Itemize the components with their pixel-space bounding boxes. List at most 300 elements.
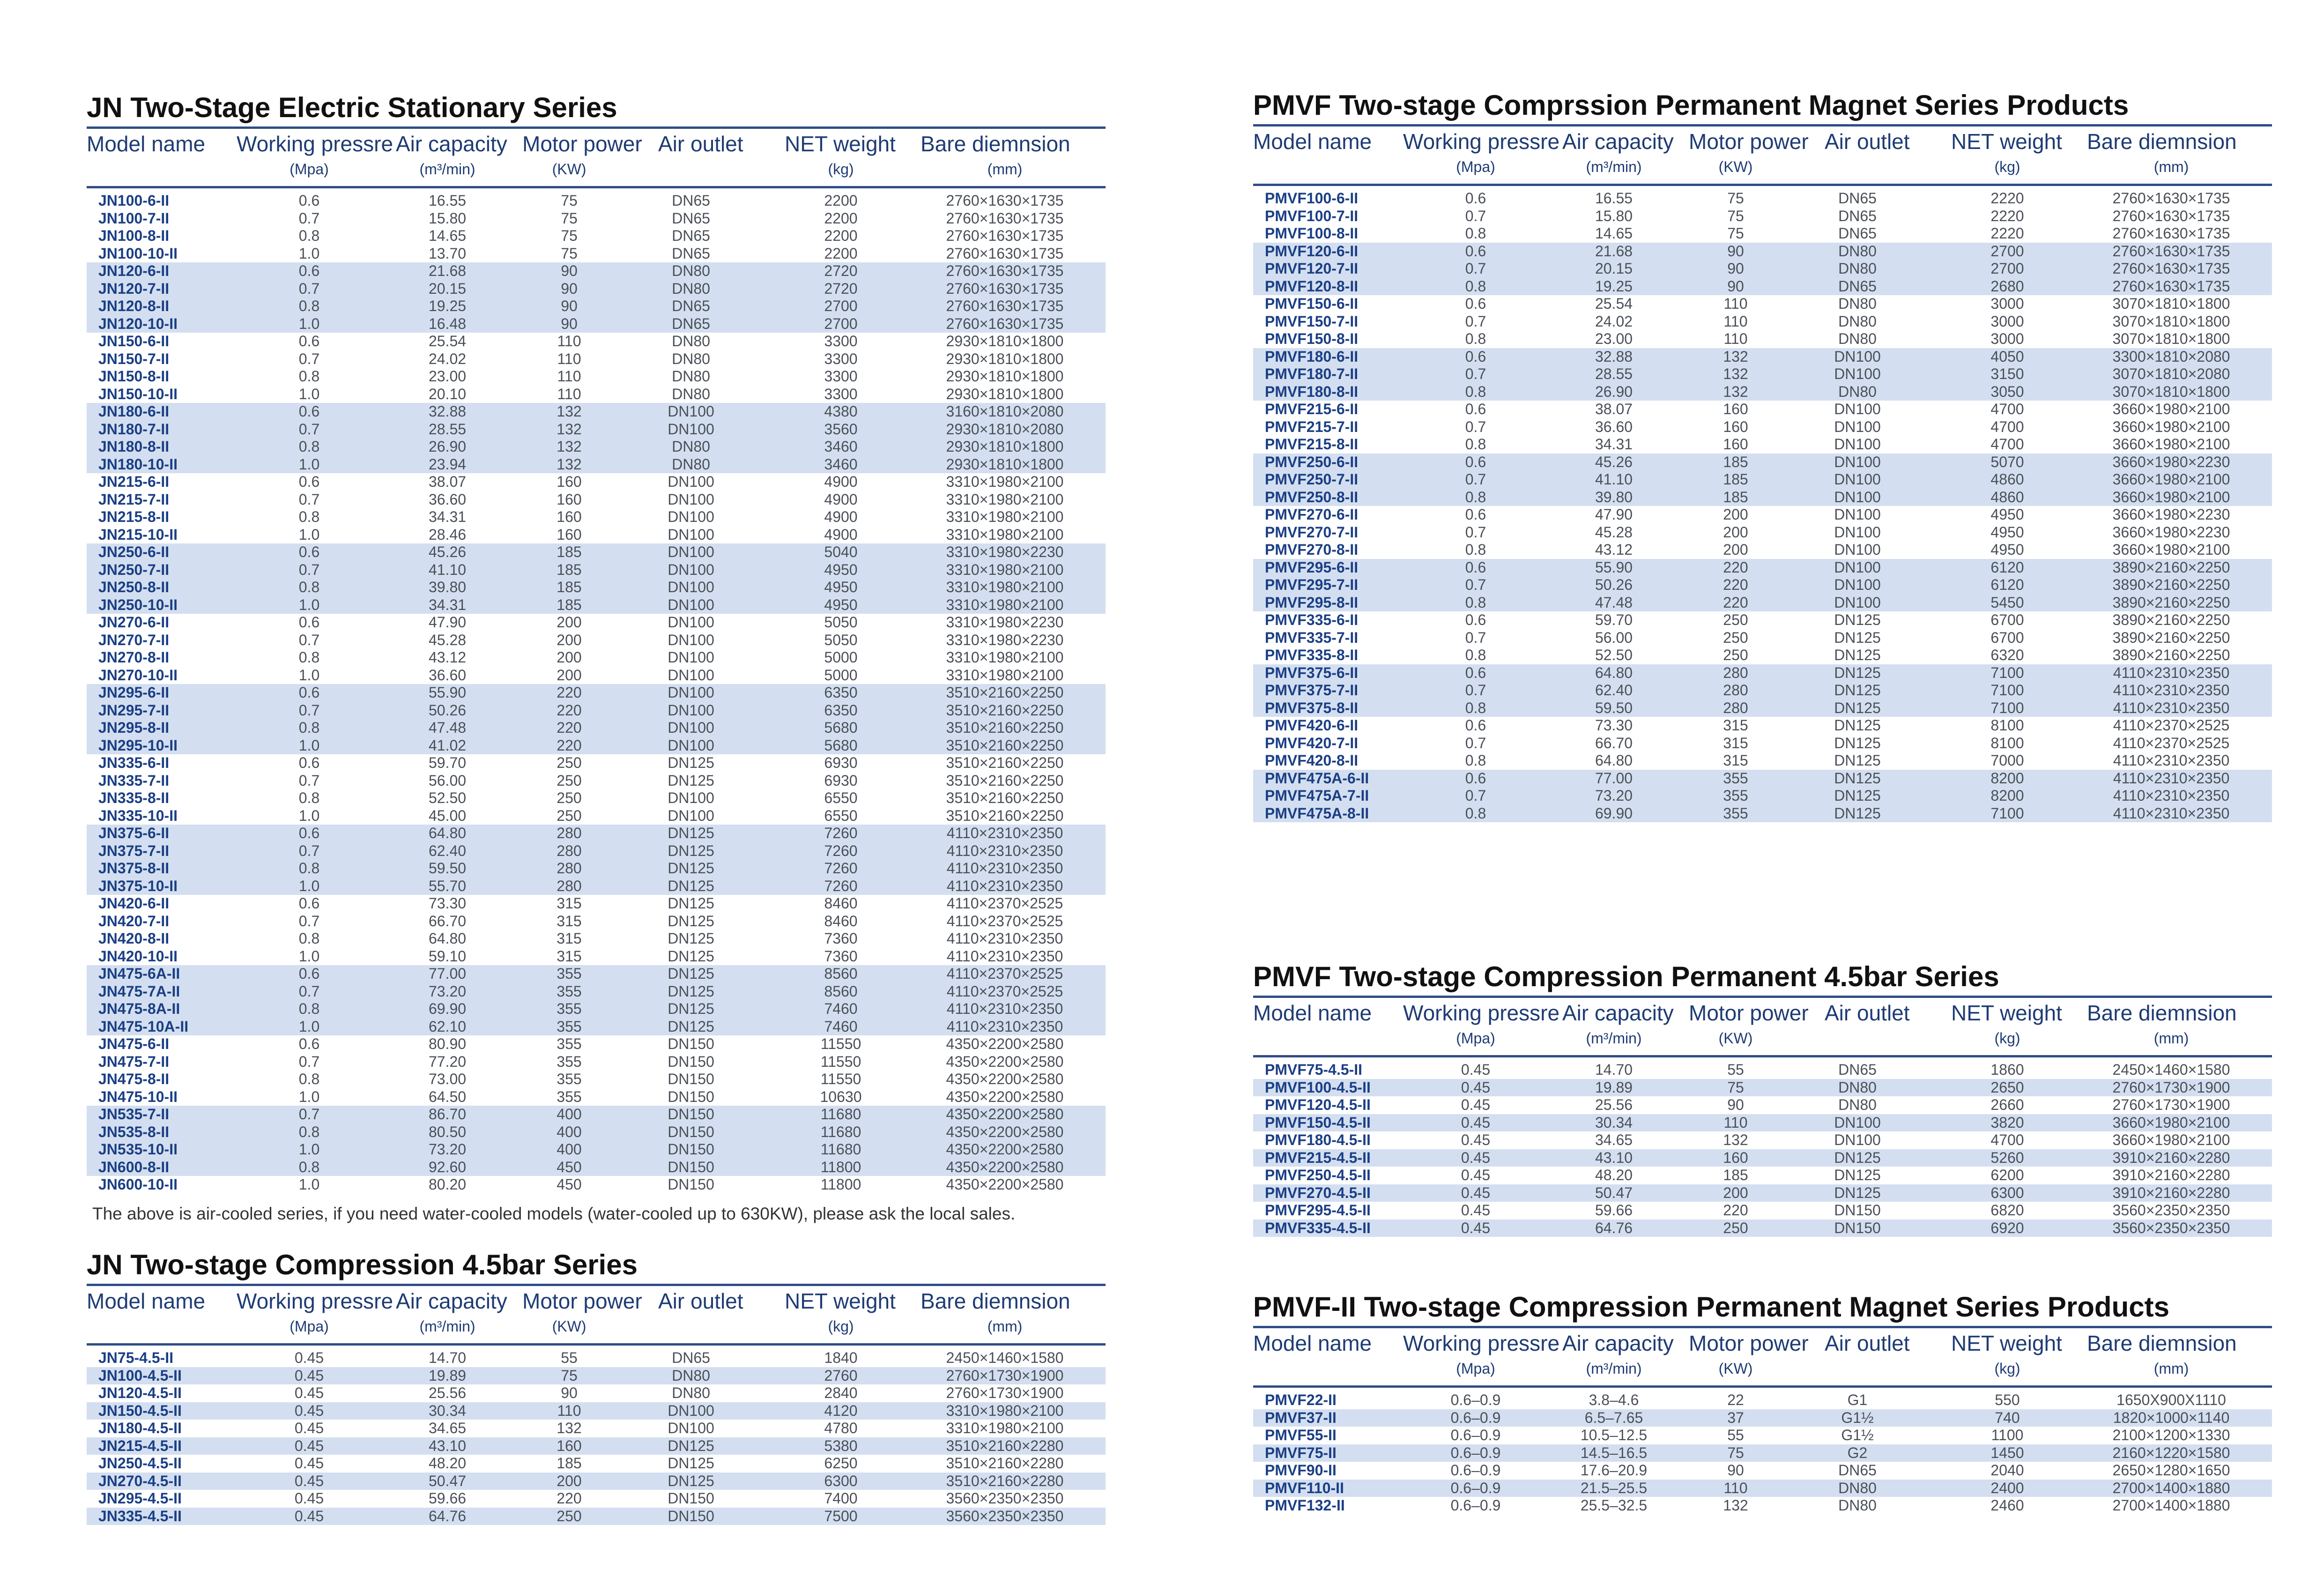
cell-outlet: DN65 <box>1838 207 1877 224</box>
cell-model: JN270-6-II <box>98 614 170 631</box>
cell-outlet: DN100 <box>668 701 714 719</box>
cell-model: PMVF120-6-II <box>1265 242 1359 260</box>
cell-model: JN420-6-II <box>98 895 170 912</box>
cell-power: 185 <box>557 596 582 613</box>
cell-dimension: 4110×2370×2525 <box>946 982 1063 1000</box>
cell-capacity: 62.40 <box>428 842 467 859</box>
cell-model: JN270-7-II <box>98 631 170 648</box>
cell-pressure: 0.7 <box>298 772 320 789</box>
cell-capacity: 77.00 <box>428 965 467 982</box>
cell-pressure: 0.45 <box>294 1437 324 1454</box>
cell-capacity: 34.31 <box>428 596 467 613</box>
header-unit-dimension: (mm) <box>2153 158 2189 175</box>
cell-weight: 3300 <box>824 350 858 367</box>
cell-outlet: DN100 <box>668 614 714 631</box>
cell-power: 450 <box>557 1158 582 1175</box>
cell-pressure: 0.45 <box>294 1402 324 1419</box>
cell-weight: 4950 <box>824 561 858 578</box>
cell-outlet: DN80 <box>672 1384 710 1401</box>
cell-pressure: 0.8 <box>1465 804 1486 822</box>
cell-model: PMVF120-7-II <box>1265 260 1359 277</box>
header-weight: NET weight <box>1951 1001 2062 1025</box>
cell-weight: 5380 <box>824 1437 858 1454</box>
cell-weight: 6250 <box>824 1455 858 1472</box>
cell-pressure: 0.6 <box>298 333 320 350</box>
cell-pressure: 0.8 <box>298 930 320 947</box>
table-row <box>1253 770 2272 788</box>
header-weight: NET weight <box>785 1289 896 1313</box>
cell-outlet: DN80 <box>1838 295 1877 312</box>
header-unit-capacity: (m³/min) <box>1586 1030 1642 1047</box>
cell-weight: 11550 <box>820 1071 861 1087</box>
cell-weight: 8200 <box>1990 787 2024 804</box>
table-row <box>1253 1391 2272 1409</box>
cell-weight: 2720 <box>824 280 858 297</box>
cell-model: JN535-8-II <box>98 1123 170 1140</box>
header-unit-pressure: (Mpa) <box>1456 1030 1495 1047</box>
cell-power: 200 <box>557 666 582 684</box>
header-dimension: Bare diemnsion <box>921 1289 1070 1313</box>
cell-weight: 3300 <box>824 385 858 402</box>
cell-outlet: DN125 <box>1834 1167 1881 1183</box>
cell-dimension: 4350×2200×2580 <box>946 1176 1064 1193</box>
cell-model: PMVF250-4.5-II <box>1265 1167 1371 1183</box>
table-row <box>1253 243 2272 260</box>
table-row <box>1253 1427 2272 1444</box>
cell-model: JN535-7-II <box>98 1106 170 1123</box>
cell-outlet: DN100 <box>1834 401 1881 417</box>
cell-power: 315 <box>1723 717 1748 734</box>
header-power: Motor power <box>522 1289 642 1313</box>
cell-outlet: DN80 <box>1838 260 1877 277</box>
cell-dimension: 3310×1980×2230 <box>946 614 1064 631</box>
cell-capacity: 56.00 <box>428 772 467 789</box>
cell-dimension: 2760×1630×1735 <box>2112 190 2230 207</box>
cell-model: JN295-7-II <box>98 701 170 719</box>
cell-dimension: 3070×1810×1800 <box>2112 383 2230 400</box>
cell-model: JN215-8-II <box>98 508 170 525</box>
table-row <box>1253 190 2272 208</box>
table-row <box>87 842 1106 860</box>
table-row <box>87 1123 1106 1141</box>
cell-dimension: 2650×1280×1650 <box>2112 1462 2230 1479</box>
table-row <box>1253 1480 2272 1497</box>
cell-outlet: DN150 <box>668 1053 714 1070</box>
cell-pressure: 0.45 <box>1461 1079 1491 1096</box>
header-pressure: Working pressre <box>1403 1001 1560 1025</box>
cell-capacity: 14.65 <box>428 227 467 244</box>
cell-capacity: 34.31 <box>1595 436 1633 453</box>
cell-outlet: DN125 <box>1834 804 1881 822</box>
cell-model: JN475-6A-II <box>98 965 180 982</box>
cell-dimension: 3890×2160×2250 <box>2112 558 2230 576</box>
table-row <box>1253 383 2272 401</box>
cell-pressure: 0.45 <box>294 1367 324 1384</box>
cell-model: JN295-8-II <box>98 719 170 736</box>
cell-weight: 7460 <box>824 1018 858 1035</box>
header-unit-pressure: (Mpa) <box>1456 158 1495 175</box>
cell-capacity: 47.90 <box>1595 506 1633 523</box>
cell-outlet: DN65 <box>672 192 710 209</box>
cell-pressure: 0.7 <box>1465 682 1486 699</box>
table-row <box>87 719 1106 737</box>
cell-pressure: 0.7 <box>298 561 320 578</box>
cell-dimension: 4110×2370×2525 <box>2113 717 2230 734</box>
cell-model: PMVF250-8-II <box>1265 488 1359 506</box>
cell-capacity: 66.70 <box>428 912 467 930</box>
cell-pressure: 0.7 <box>1465 207 1486 224</box>
cell-model: JN215-4.5-II <box>98 1437 182 1454</box>
cell-capacity: 23.94 <box>428 455 467 473</box>
cell-outlet: G1½ <box>1841 1427 1874 1443</box>
table-row <box>1253 506 2272 524</box>
cell-pressure: 0.6–0.9 <box>1450 1479 1501 1496</box>
cell-power: 55 <box>561 1349 578 1366</box>
cell-weight: 8560 <box>824 982 858 1000</box>
cell-dimension: 4350×2200×2580 <box>946 1071 1064 1087</box>
cell-outlet: DN65 <box>672 298 710 314</box>
cell-capacity: 64.76 <box>1595 1219 1633 1236</box>
cell-weight: 2700 <box>1990 242 2024 260</box>
table-row <box>87 1508 1106 1525</box>
cell-pressure: 0.8 <box>298 1000 320 1017</box>
table-row <box>87 315 1106 333</box>
cell-outlet: DN100 <box>668 473 714 490</box>
table-row <box>87 754 1106 772</box>
cell-power: 250 <box>557 1507 582 1525</box>
cell-pressure: 0.7 <box>1465 576 1486 593</box>
cell-model: PMVF335-6-II <box>1265 611 1359 628</box>
cell-weight: 5450 <box>1990 594 2024 611</box>
cell-dimension: 3660×1980×2100 <box>2112 541 2230 558</box>
cell-outlet: DN100 <box>668 1420 714 1436</box>
cell-model: JN295-6-II <box>98 684 170 701</box>
cell-capacity: 64.76 <box>428 1507 467 1525</box>
cell-dimension: 4110×2310×2350 <box>2113 769 2230 787</box>
cell-capacity: 41.10 <box>1595 471 1633 488</box>
cell-outlet: DN100 <box>1834 558 1881 576</box>
cell-power: 90 <box>561 1384 578 1401</box>
table-row <box>87 860 1106 878</box>
cell-outlet: DN100 <box>668 508 714 525</box>
cell-model: JN335-6-II <box>98 754 170 771</box>
cell-dimension: 2930×1810×1800 <box>946 385 1064 402</box>
cell-dimension: 3560×2350×2350 <box>2112 1202 2230 1219</box>
cell-pressure: 0.45 <box>1461 1096 1491 1113</box>
cell-model: JN180-10-II <box>98 455 178 473</box>
cell-pressure: 0.6 <box>298 262 320 279</box>
cell-weight: 8460 <box>824 895 858 912</box>
header-power: Motor power <box>1689 1331 1809 1355</box>
cell-model: PMVF75-II <box>1265 1444 1336 1461</box>
cell-dimension: 3510×2160×2250 <box>946 736 1064 754</box>
cell-outlet: DN125 <box>1834 664 1881 681</box>
cell-weight: 7500 <box>824 1507 858 1525</box>
cell-outlet: DN80 <box>672 1367 710 1384</box>
cell-power: 450 <box>557 1176 582 1193</box>
cell-dimension: 4110×2310×2350 <box>2113 804 2230 822</box>
cell-power: 132 <box>1723 383 1748 400</box>
cell-model: JN270-4.5-II <box>98 1472 182 1489</box>
cell-model: PMVF375-7-II <box>1265 682 1359 699</box>
cell-dimension: 2450×1460×1580 <box>946 1349 1064 1366</box>
cell-power: 200 <box>1723 506 1748 523</box>
cell-power: 185 <box>557 579 582 595</box>
cell-capacity: 43.12 <box>1595 541 1633 558</box>
cell-outlet: DN125 <box>668 982 714 1000</box>
cell-capacity: 36.60 <box>428 491 467 508</box>
cell-outlet: DN125 <box>1834 769 1881 787</box>
cell-capacity: 36.60 <box>1595 418 1633 435</box>
cell-capacity: 59.66 <box>1595 1202 1633 1219</box>
cell-weight: 6920 <box>1990 1219 2024 1236</box>
cell-weight: 7100 <box>1990 664 2024 681</box>
cell-capacity: 10.5–12.5 <box>1580 1427 1648 1443</box>
cell-capacity: 15.80 <box>1595 207 1633 224</box>
cell-dimension: 2930×1810×1800 <box>946 368 1064 385</box>
cell-model: JN250-4.5-II <box>98 1455 182 1472</box>
cell-model: PMVF180-8-II <box>1265 383 1359 400</box>
cell-power: 55 <box>1727 1061 1744 1078</box>
cell-pressure: 0.45 <box>1461 1149 1491 1166</box>
cell-model: JN250-7-II <box>98 561 170 578</box>
header-dimension: Bare diemnsion <box>921 132 1070 156</box>
footnote: The above is air-cooled series, if you need water-cooled models (water-cooled up to 630KW), please ask the local sales. <box>92 1204 1016 1223</box>
table-row <box>87 807 1106 825</box>
table-row <box>1253 1409 2272 1427</box>
cell-capacity: 26.90 <box>428 438 467 455</box>
cell-capacity: 28.55 <box>428 420 467 438</box>
section-jn-4-5bar <box>87 1246 1106 1525</box>
cell-model: JN150-8-II <box>98 368 170 385</box>
cell-model: PMVF270-6-II <box>1265 506 1359 523</box>
cell-model: JN180-8-II <box>98 438 170 455</box>
cell-capacity: 34.65 <box>1595 1131 1633 1148</box>
table-header <box>1253 996 2272 1057</box>
cell-model: PMVF180-4.5-II <box>1265 1131 1371 1148</box>
cell-capacity: 80.90 <box>428 1035 467 1052</box>
cell-outlet: DN80 <box>1838 383 1877 400</box>
cell-outlet: DN100 <box>668 579 714 595</box>
cell-model: PMVF475A-7-II <box>1265 787 1369 804</box>
table-row <box>87 1000 1106 1018</box>
cell-capacity: 73.30 <box>1595 717 1633 734</box>
header-capacity: Air capacity <box>1562 129 1674 154</box>
cell-dimension: 3310×1980×2100 <box>946 1420 1064 1436</box>
cell-power: 250 <box>1723 611 1748 628</box>
cell-pressure: 0.8 <box>1465 752 1486 769</box>
table-row <box>1253 576 2272 594</box>
cell-capacity: 47.90 <box>428 614 467 631</box>
cell-weight: 2660 <box>1990 1096 2024 1113</box>
cell-dimension: 2760×1630×1735 <box>946 209 1064 227</box>
cell-model: JN475-10A-II <box>98 1018 189 1035</box>
table-row <box>1253 418 2272 436</box>
table-row <box>87 983 1106 1001</box>
cell-capacity: 66.70 <box>1595 734 1633 751</box>
cell-weight: 11800 <box>820 1158 861 1175</box>
cell-pressure: 0.8 <box>298 508 320 525</box>
cell-weight: 6820 <box>1990 1202 2024 1219</box>
cell-power: 75 <box>1727 225 1744 242</box>
cell-model: PMVF475A-8-II <box>1265 804 1369 822</box>
cell-dimension: 3310×1980×2100 <box>946 1402 1064 1419</box>
cell-weight: 4380 <box>824 403 858 420</box>
cell-pressure: 0.8 <box>1465 383 1486 400</box>
cell-power: 132 <box>557 1420 582 1436</box>
cell-power: 110 <box>557 385 581 402</box>
cell-model: PMVF215-7-II <box>1265 418 1359 435</box>
cell-dimension: 2700×1400×1880 <box>2112 1497 2230 1514</box>
cell-power: 200 <box>1723 1184 1748 1201</box>
cell-weight: 4700 <box>1990 436 2024 453</box>
cell-dimension: 3160×1810×2080 <box>946 403 1064 420</box>
cell-pressure: 0.45 <box>294 1455 324 1472</box>
header-unit-power: (KW) <box>1718 1360 1753 1377</box>
cell-capacity: 43.10 <box>1595 1149 1633 1166</box>
cell-capacity: 30.34 <box>428 1402 467 1419</box>
cell-weight: 2720 <box>824 262 858 279</box>
header-model: Model name <box>1253 1001 1372 1025</box>
cell-dimension: 4110×2370×2525 <box>946 895 1063 912</box>
header-unit-weight: (kg) <box>828 1318 854 1335</box>
header-unit-power: (KW) <box>552 161 587 178</box>
cell-capacity: 62.10 <box>428 1018 467 1035</box>
header-model: Model name <box>1253 1331 1372 1355</box>
table-row <box>87 526 1106 544</box>
cell-weight: 10630 <box>820 1088 862 1105</box>
cell-capacity: 59.10 <box>428 947 467 965</box>
table-row <box>87 1053 1106 1071</box>
table-row <box>87 965 1106 983</box>
header-unit-capacity: (m³/min) <box>419 1318 475 1335</box>
cell-pressure: 0.6 <box>1465 242 1486 260</box>
cell-weight: 2220 <box>1990 225 2024 242</box>
cell-weight: 550 <box>1995 1391 2020 1408</box>
cell-dimension: 3510×2160×2250 <box>946 754 1064 771</box>
cell-outlet: DN150 <box>1834 1202 1881 1219</box>
header-unit-weight: (kg) <box>828 161 854 178</box>
cell-model: PMVF375-8-II <box>1265 699 1359 716</box>
cell-pressure: 1.0 <box>298 1176 320 1193</box>
cell-weight: 2400 <box>1990 1479 2024 1496</box>
cell-model: JN600-8-II <box>98 1158 170 1175</box>
table-row <box>87 737 1106 755</box>
cell-weight: 7260 <box>824 825 858 841</box>
cell-capacity: 28.55 <box>1595 365 1633 382</box>
cell-outlet: DN125 <box>1834 717 1881 734</box>
cell-power: 400 <box>557 1106 582 1123</box>
cell-capacity: 17.6–20.9 <box>1580 1462 1648 1479</box>
cell-power: 200 <box>1723 541 1748 558</box>
cell-pressure: 0.6 <box>1465 558 1486 576</box>
table-row <box>1253 1131 2272 1149</box>
cell-capacity: 20.15 <box>428 280 467 297</box>
cell-dimension: 3310×1980×2230 <box>946 543 1064 560</box>
cell-dimension: 2760×1630×1735 <box>946 262 1064 279</box>
cell-pressure: 0.7 <box>298 982 320 1000</box>
header-pressure: Working pressre <box>237 1289 394 1313</box>
table-body <box>87 192 1106 1194</box>
cell-weight: 5260 <box>1990 1149 2024 1166</box>
cell-capacity: 28.46 <box>428 526 467 543</box>
cell-capacity: 14.70 <box>428 1349 467 1366</box>
cell-dimension: 2160×1220×1580 <box>2112 1444 2230 1461</box>
cell-pressure: 0.7 <box>298 701 320 719</box>
table-row <box>87 210 1106 228</box>
cell-outlet: DN65 <box>672 315 710 332</box>
cell-dimension: 3310×1980×2100 <box>946 508 1064 525</box>
cell-outlet: DN100 <box>1834 471 1881 488</box>
cell-pressure: 0.8 <box>298 1158 320 1175</box>
cell-outlet: DN100 <box>1834 436 1881 453</box>
cell-capacity: 59.66 <box>428 1490 467 1507</box>
cell-weight: 8560 <box>824 965 858 982</box>
cell-model: PMVF295-6-II <box>1265 558 1359 576</box>
cell-pressure: 1.0 <box>298 596 320 613</box>
cell-pressure: 0.7 <box>1465 260 1486 277</box>
cell-pressure: 0.8 <box>298 579 320 595</box>
cell-dimension: 4110×2310×2350 <box>2113 699 2230 716</box>
cell-pressure: 0.6 <box>1465 769 1486 787</box>
cell-outlet: DN125 <box>668 877 714 894</box>
cell-dimension: 3510×2160×2280 <box>946 1437 1064 1454</box>
cell-pressure: 0.8 <box>1465 699 1486 716</box>
cell-power: 250 <box>557 789 582 806</box>
cell-power: 355 <box>1723 787 1748 804</box>
table-row <box>87 789 1106 807</box>
table-row <box>1253 559 2272 577</box>
cell-pressure: 0.6 <box>298 754 320 771</box>
cell-power: 75 <box>561 192 578 209</box>
cell-model: JN150-7-II <box>98 350 170 367</box>
table-header <box>1253 124 2272 186</box>
table-row <box>87 596 1106 614</box>
table-row <box>87 1176 1106 1194</box>
cell-outlet: DN80 <box>1838 1497 1877 1514</box>
cell-power: 90 <box>1727 1096 1744 1113</box>
cell-outlet: DN100 <box>668 719 714 736</box>
cell-model: JN535-10-II <box>98 1141 178 1158</box>
cell-weight: 7360 <box>824 947 858 965</box>
cell-pressure: 0.7 <box>1465 365 1486 382</box>
cell-weight: 1450 <box>1990 1444 2024 1461</box>
cell-pressure: 0.6–0.9 <box>1450 1462 1501 1479</box>
cell-dimension: 4110×2310×2350 <box>946 1018 1063 1035</box>
cell-outlet: DN150 <box>668 1123 714 1140</box>
section-title: PMVF Two-stage Comprssion Permanent Magnet Series Products <box>1253 89 2129 121</box>
cell-model: PMVF180-7-II <box>1265 365 1359 382</box>
table-row <box>1253 1079 2272 1097</box>
cell-model: PMVF250-6-II <box>1265 453 1359 470</box>
cell-dimension: 3310×1980×2100 <box>946 579 1064 595</box>
cell-capacity: 80.50 <box>428 1123 467 1140</box>
table-row <box>87 192 1106 210</box>
cell-outlet: G1 <box>1847 1391 1868 1408</box>
cell-power: 132 <box>1723 348 1748 365</box>
cell-power: 220 <box>1723 558 1748 576</box>
cell-model: JN100-8-II <box>98 227 170 244</box>
cell-power: 132 <box>557 403 582 420</box>
cell-dimension: 3660×1980×2230 <box>2112 453 2230 470</box>
cell-outlet: DN125 <box>668 1472 714 1489</box>
cell-model: PMVF295-4.5-II <box>1265 1202 1371 1219</box>
header-unit-capacity: (m³/min) <box>1586 158 1642 175</box>
cell-outlet: DN80 <box>1838 312 1877 330</box>
cell-weight: 4860 <box>1990 471 2024 488</box>
cell-dimension: 3510×2160×2250 <box>946 789 1064 806</box>
cell-weight: 4950 <box>824 579 858 595</box>
